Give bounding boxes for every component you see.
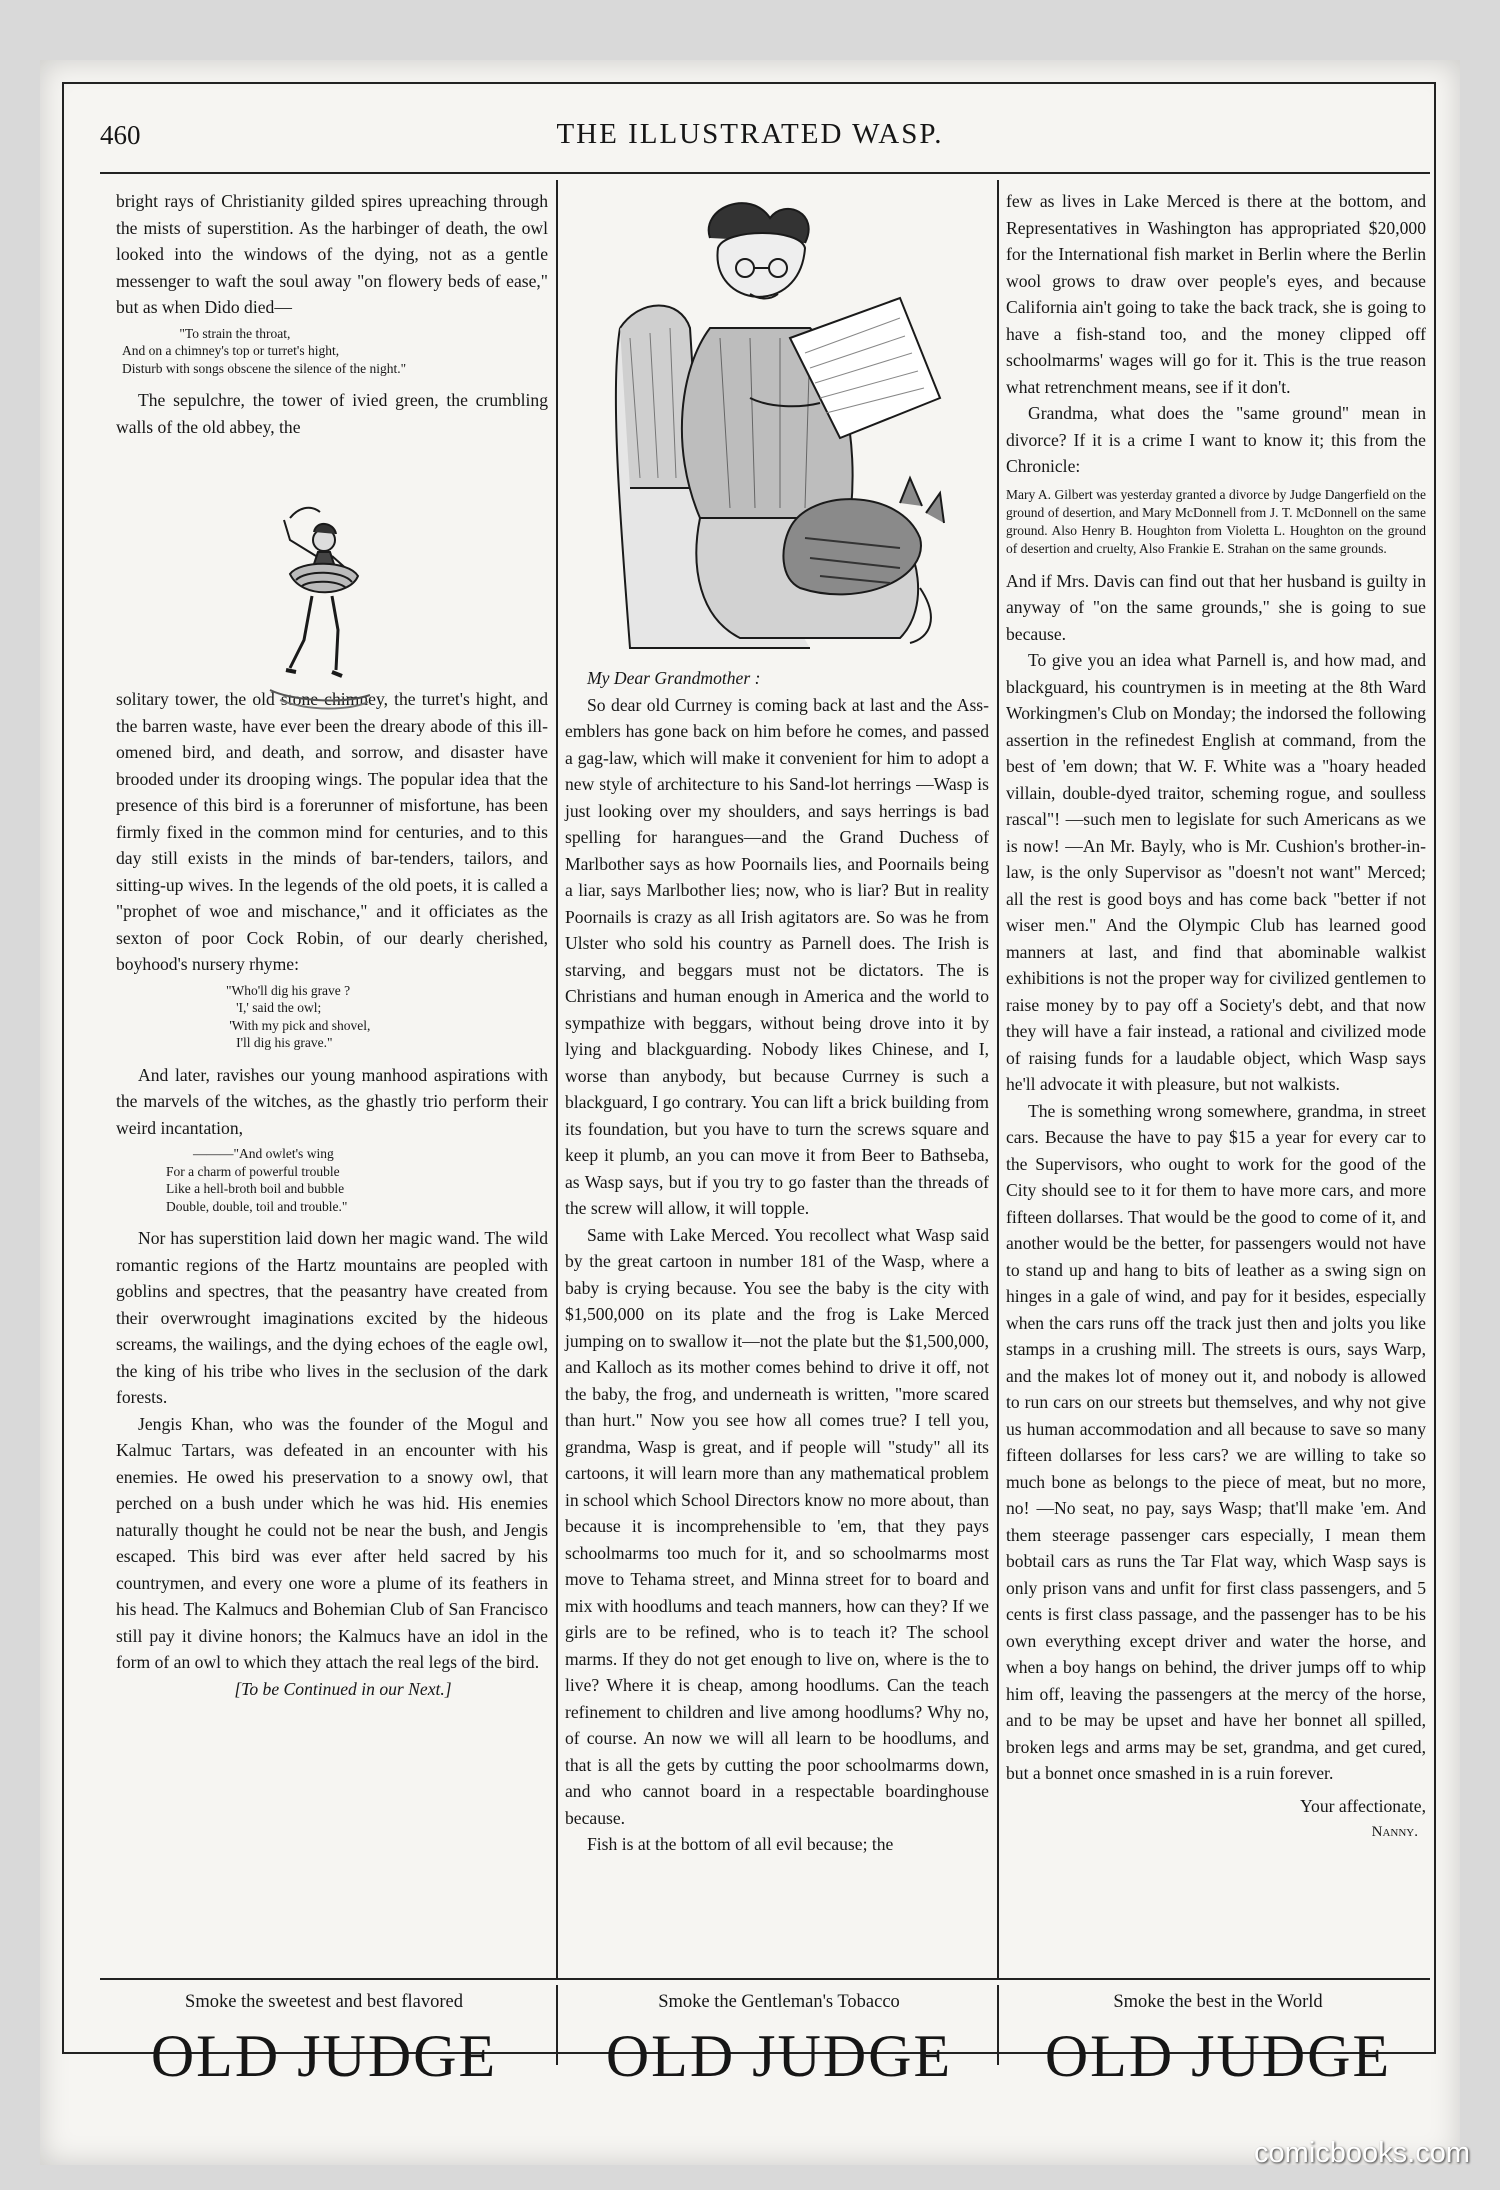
paragraph: solitary tower, the old stone chimney, the turret's hight, and the barren waste, have ever been the dreary abode of this ill-omened bird, and death, and sorrow, and disaster have brooded under its drooping wings. The popular idea that the presence of this bird is a forerunner of misfortune, has been firmly fixed in the common mind for centuries, and to this day still exists in the minds of bar-tenders, tailors, and sitting-up wives. In the legends of the old poets, it is called a "prophet of woe and mischance," and it officiates as the sexton of poor Cock Robin, of our dearly cherished, boyhood's nursery rhyme: bbox=[116, 689, 548, 974]
advertisement bbox=[559, 1992, 999, 2087]
paragraph: The is something wrong somewhere, grandma, in street cars. Because the have to pay $15 a year for every car to the Supervisors, who ought to work for the good of the City should see to it for them to have more cars, and more fifteen dollarses. That would be the good to come of it, and another would be the better, for passengers would not have to stand up and hang to bits of leather as a swing sign on hinges in a gale of wind, and pay for it besides, especially when the cars runs off the track just then and jolts you like stamps in a crushing mill. The streets is ours, says Warp, and the makes lot of money out it, and nobody is allowed to run cars on our streets but themselves, and why not give us human accommodation and all because to save so many fifteen dollarses for less cars? we are willing to take so much bone as belongs to the piece of meat, but no more, no! —No seat, no pay, says Wasp; that'll make 'em. And them steerage passenger cars especially, I mean them bobtail cars as runs the Tar Flat way, which Wasp says is only prison vans and unfit for first class passengers, and 5 cents is first class passage, and the passenger has to be his own everything except driver and water the horse, and when a boy hangs on behind, the driver jumps off to whip him off, leaving the passengers at the mercy of the horse, and to be may be upset and have her bonnet all spilled, broken legs and arms may be set, grandma, and get cured, but a bonnet once smashed in is a ruin forever. bbox=[1006, 1100, 1426, 1783]
verse-line: 'With my pick and shovel, bbox=[226, 1017, 371, 1033]
paragraph: And if Mrs. Davis can find out that her husband is guilty in anyway of "on the same grounds," she is going to sue because. bbox=[1006, 570, 1426, 644]
dancer-illustration bbox=[250, 500, 390, 730]
verse-line: Double, double, toil and trouble." bbox=[166, 1198, 348, 1214]
paragraph: And later, ravishes our young manhood aspirations with the marvels of the witches, as the ghastly trio perform their weird incantation, bbox=[116, 1064, 548, 1138]
verse-line: "Who'll dig his grave ? bbox=[226, 982, 351, 998]
paragraph: Jengis Khan, who was the founder of the Mogul and Kalmuc Tartars, was defeated in an encounter with his enemies. He owed his preservation to a snowy owl, that perched on a bush under which he was hid. His enemies naturally thought he could not be near the bush, and Jengis escaped. This bird was ever after held sacred by his countrymen, and every one wore a plume of its feathers in his head. The Kalmucs and Bohemian Club of San Francisco still pay it divine honors; the Kalmucs have an idol in the form of an owl to which they attach the real legs of the bird. bbox=[116, 1413, 548, 1672]
letter-closing: Your affectionate, bbox=[1300, 1795, 1426, 1816]
verse-line: For a charm of powerful trouble bbox=[166, 1163, 340, 1179]
page-number: 460 bbox=[100, 120, 141, 150]
ad-tagline: Smoke the sweetest and best flavored bbox=[185, 1992, 463, 2012]
paragraph: bright rays of Christianity gilded spires upreaching through the mists of superstition. As the harbinger of death, the owl looked into the windows of the dying, not as a gentle messenger to waft the soul away "on flowery beds of ease," but as when Dido died— bbox=[116, 191, 548, 317]
letter-signature: Nanny. bbox=[1371, 1824, 1418, 1840]
ad-column-divider bbox=[556, 1985, 558, 2065]
site-watermark: comicbooks.com bbox=[1254, 2137, 1470, 2169]
verse-line: And on a chimney's top or turret's hight, bbox=[122, 343, 340, 358]
verse-line: Like a hell-broth boil and bubble bbox=[166, 1181, 345, 1196]
ad-divider-rule bbox=[100, 1978, 1430, 1980]
verse-quote bbox=[122, 325, 548, 378]
ad-brand: OLD JUDGE bbox=[605, 2023, 953, 2089]
paragraph: So dear old Currney is coming back at last and the Ass-emblers has gone back on him before he comes, and passed a gag-law, which will make it convenient for him to adopt a new style of architecture to his Sand-lot herrings —Wasp is just looking over my shoulders, and says herrings is bad spelling for harangues—and the Grand Duchess of Marlbother says as how Poornails lies, and Poornails being a liar, says Marlbother lies; now, who is liar? But in reality Poornails is crazy as all Irish agitators are. So was he from Ulster who sold his country as Parnell does. The Irish is starving, and beggars must not be dictators. The is Christians and human enough in America and the world to sympathize with beggars, without being drove into it by lying and blackguarding. Nobody likes Chinese, and I, worse than anybody, but because Currney is such a blackguard, I go contrary. You can lift a brick building from its foundation, but you have to turn the screws square and keep it plumb, an you can move it from Beer to Bathseba, as Wasp says, but if you try to go faster than the threads of the screw will allow, it will topple. bbox=[565, 694, 989, 1218]
paragraph: Fish is at the bottom of all evil because; the bbox=[587, 1834, 894, 1854]
advertisement bbox=[104, 1992, 544, 2087]
ad-tagline: Smoke the Gentleman's Tobacco bbox=[658, 1992, 900, 2012]
column-divider bbox=[997, 180, 999, 1980]
paragraph: Grandma, what does the "same ground" mean in divorce? If it is a crime I want to know it; this from the Chronicle: bbox=[1006, 403, 1426, 476]
article-column-2 bbox=[565, 665, 989, 1858]
advertisement bbox=[998, 1992, 1438, 2087]
letter-salutation: My Dear Grandmother : bbox=[587, 668, 761, 688]
verse-line: ———"And owlet's wing bbox=[166, 1146, 334, 1161]
continued-notice: [To be Continued in our Next.] bbox=[234, 1678, 452, 1699]
paragraph: Same with Lake Merced. You recollect what Wasp said by the great cartoon in number 181 of the Wasp, where a baby is crying because. You see the baby is the city with $1,500,000 on its plate and the frog is Lake Merced jumping on to swallow it—not the plate but the $1,500,000, and Kalloch as its mother comes behind to drive it off, not the baby, the frog, and underneath is written, "more scared than hurt." Now you see how all comes true? I tell you, grandma, Wasp is great, and if people will "study" all its cartoons, it will learn more than any mathematical problem in school which School Directors know no more about, than because it is incomprehensible to 'em, that they pays schoolmarms too much for it, and so schoolmarms most move to Tehama street, and Minna street for to board and mix with hoodlums and teach manners, how can they? If we girls are to be refined, who is to teach it? The school marms. If they do not get enough to live on, where is the to live? Where it is cheap, among hoodlums. Can the teach refinement to children and live among hoodlums? Why no, of course. An now we will all learn to be hoodlums, and that is all the gets by cutting the poor schoolmarms down, and who cannot board in a respectable boardinghouse because. bbox=[565, 1224, 989, 1828]
masthead-rule bbox=[100, 172, 1430, 174]
ad-tagline: Smoke the best in the World bbox=[1113, 1992, 1323, 2012]
verse-line: "To strain the throat, bbox=[122, 325, 291, 341]
ad-brand: OLD JUDGE bbox=[1044, 2023, 1392, 2089]
ad-brand: OLD JUDGE bbox=[150, 2023, 498, 2089]
newspaper-quote: Mary A. Gilbert was yesterday granted a divorce by Judge Dangerfield on the ground of desertion, and Mary McDonnell from J. T. McDonnell on the same ground. Also Henry B. Houghton from Violetta L. Houghton on the ground of desertion and cruelty, Also Frankie E. Strahan on the same grounds. bbox=[1006, 486, 1426, 556]
paragraph: few as lives in Lake Merced is there at the bottom, and Representatives in Washington has appropriated $20,000 for the International fish market in Berlin where the Berlin wool grows to draw over people's eyes, and because California ain't going to take the back track, she is going to have a fish-stand too, and the money clipped off schoolmarms' wages will go for it. This is the true reason what retrenchment means, see if it don't. bbox=[1006, 191, 1426, 397]
paragraph: To give you an idea what Parnell is, and how mad, and blackguard, his countrymen is in meeting at the 8th Ward Workingmen's Club on Monday; the indorsed the following assertion in the refinedest English at command, from the best of 'em down; that W. F. White was a "hoary headed villain, double-dyed traitor, scheming rogue, and soulless rascal"! —such men to legislate for such Americans as we is now! —An Mr. Bayly, who is Mr. Cushion's brother-in-law, is the only Supervisor as "doesn't not want" Merced; all the rest is good boys and has come back "better if not wiser men." And the Olympic Club has learned good manners at last, and find that abominable walkist exhibitions is not the proper way for civilized gentlemen to raise money by to pay off a Society's debt, and that now they will have a fair instead, a rational and civilized mode of raising funds for a laudable object, which Wasp says he'll advocate it with pleasure, but not walkists. bbox=[1006, 650, 1426, 1094]
column-divider bbox=[556, 180, 558, 1980]
verse-line: 'I,' said the owl; bbox=[226, 1000, 322, 1015]
verse-quote bbox=[166, 1145, 548, 1215]
paragraph: Nor has superstition laid down her magic wand. The wild romantic regions of the Hartz mountains are peopled with goblins and spectres, that the peasantry have created from their overwrought imaginations excited by the hideous screams, the wailings, and the dying echoes of the eagle owl, the king of his tribe who lives in the seclusion of the dark forests. bbox=[116, 1228, 548, 1407]
verse-quote bbox=[226, 982, 548, 1052]
grandmother-reading-illustration bbox=[600, 188, 990, 658]
paragraph: The sepulchre, the tower of ivied green, the crumbling walls of the old abbey, the bbox=[116, 390, 548, 437]
article-column-3 bbox=[1006, 188, 1426, 1846]
verse-line: Disturb with songs obscene the silence of the night." bbox=[122, 360, 407, 376]
verse-line: I'll dig his grave." bbox=[226, 1035, 333, 1050]
article-column-1 bbox=[116, 188, 548, 1702]
masthead-title: THE ILLUSTRATED WASP. bbox=[556, 118, 944, 150]
